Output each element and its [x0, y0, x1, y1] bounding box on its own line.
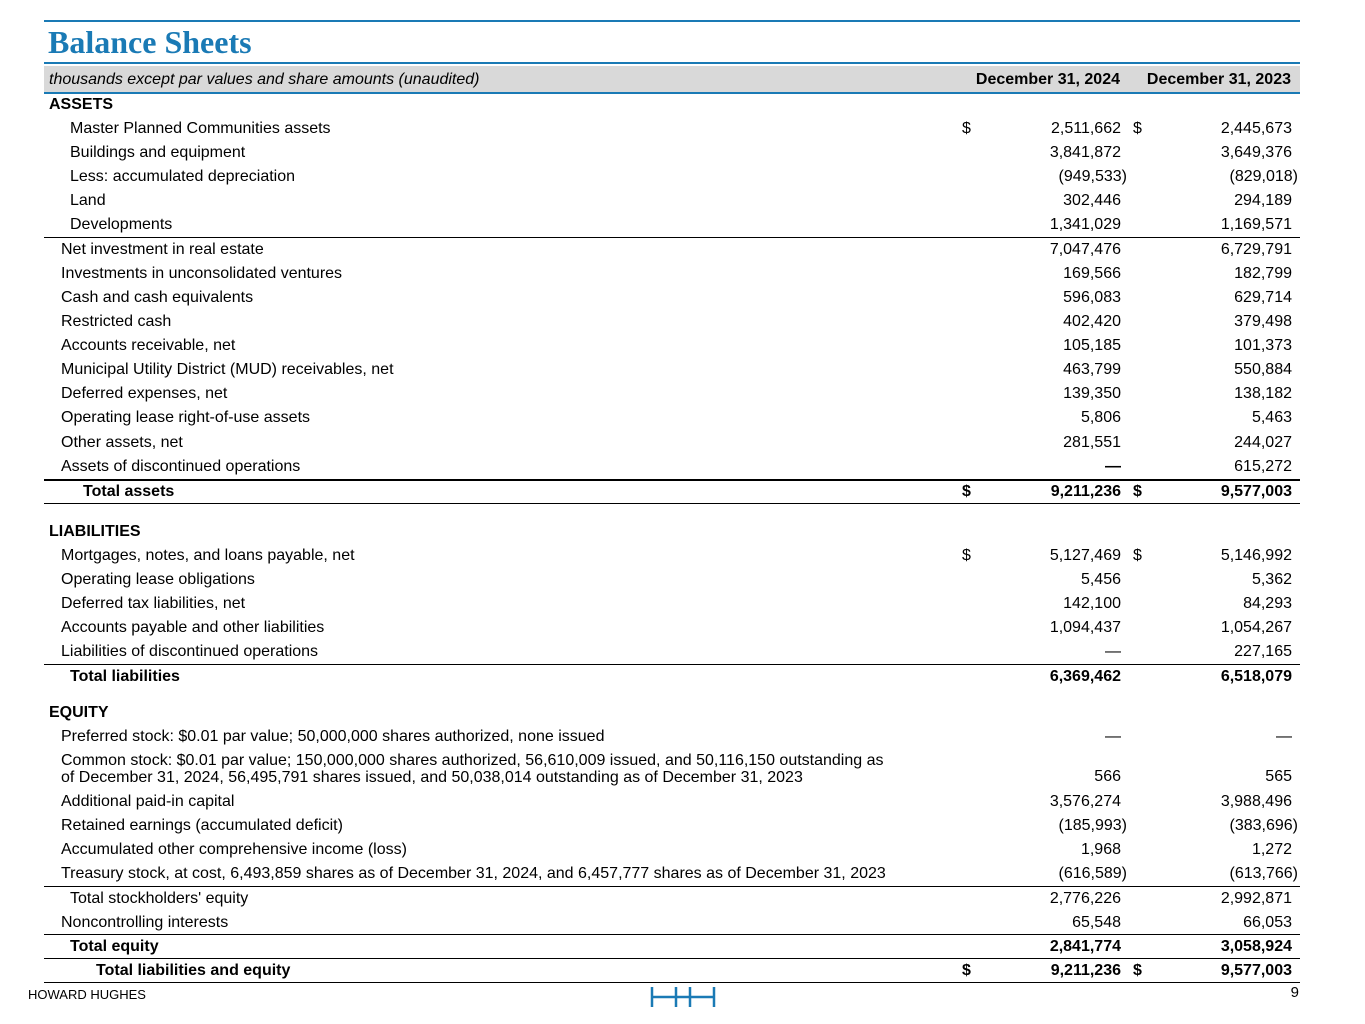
value-2024: 2,511,662 — [1051, 120, 1121, 137]
value-2023: 3,058,924 — [1220, 938, 1292, 955]
value-2023: 6,518,079 — [1220, 668, 1292, 685]
value-2024: — — [1105, 458, 1121, 475]
row-label-line-2: of December 31, 2024, 56,495,791 shares issued, and 50,038,014 outstanding as of December 31, 2023 — [61, 769, 803, 786]
value-2024: 1,341,029 — [1049, 216, 1121, 233]
value-2023: 5,463 — [1251, 409, 1292, 426]
section-heading-assets — [44, 92, 1300, 116]
value-2024: (616,589) — [1058, 865, 1127, 882]
value-2024: 596,083 — [1063, 289, 1121, 306]
value-2024: 9,211,236 — [1050, 962, 1121, 979]
table-row — [44, 724, 1300, 748]
liabilities-heading: LIABILITIES — [49, 523, 141, 540]
value-2023: 6,729,791 — [1220, 241, 1292, 258]
table-row — [44, 357, 1300, 381]
row-label: Less: accumulated depreciation — [70, 168, 296, 185]
row-label: Land — [70, 192, 106, 209]
dollar-sign: $ — [1133, 547, 1142, 564]
value-2023: 84,293 — [1243, 595, 1292, 612]
row-label — [61, 752, 884, 786]
dollar-sign: $ — [962, 483, 971, 500]
value-2024: 142,100 — [1063, 595, 1121, 612]
table-row — [44, 430, 1300, 454]
value-2023: 379,498 — [1234, 313, 1292, 330]
value-2023: 66,053 — [1243, 914, 1292, 931]
total-liabilities-row — [44, 664, 1300, 688]
table-row — [44, 237, 1300, 261]
dollar-sign: $ — [1133, 962, 1142, 979]
row-label: Assets of discontinued operations — [61, 458, 301, 475]
table-row — [44, 543, 1300, 567]
row-label: Cash and cash equivalents — [61, 289, 254, 306]
value-2023: 2,992,871 — [1220, 890, 1292, 907]
row-label: Total stockholders' equity — [70, 890, 249, 907]
value-2023: (383,696) — [1229, 817, 1298, 834]
value-2024: 463,799 — [1063, 361, 1121, 378]
row-label: Accounts payable and other liabilities — [61, 619, 325, 636]
value-2023: 565 — [1265, 768, 1292, 785]
value-2024: 5,127,469 — [1049, 547, 1121, 564]
value-2024: (185,993) — [1058, 817, 1127, 834]
value-2024: 2,841,774 — [1049, 938, 1121, 955]
row-label: Total liabilities — [70, 668, 180, 685]
value-2023: 3,988,496 — [1220, 793, 1292, 810]
table-row — [44, 861, 1300, 885]
row-label: Operating lease right-of-use assets — [61, 409, 311, 426]
value-2023: 9,577,003 — [1220, 483, 1292, 500]
value-2023: (613,766) — [1229, 865, 1298, 882]
total-liabilities-equity-row — [44, 958, 1300, 982]
dollar-sign: $ — [1133, 483, 1142, 500]
value-2024: 5,456 — [1080, 571, 1121, 588]
value-2023: 294,189 — [1234, 192, 1292, 209]
value-2023: 9,577,003 — [1220, 962, 1292, 979]
table-row — [44, 746, 1300, 788]
value-2023: 5,362 — [1251, 571, 1292, 588]
row-label: Operating lease obligations — [61, 571, 255, 588]
row-label: Retained earnings (accumulated deficit) — [61, 817, 343, 834]
row-label: Accumulated other comprehensive income (loss) — [61, 841, 407, 858]
row-label: Liabilities of discontinued operations — [61, 643, 319, 660]
row-label: Investments in unconsolidated ventures — [61, 265, 343, 282]
value-2023: 5,146,992 — [1220, 547, 1292, 564]
table-header-description: thousands except par values and share amounts (unaudited) — [49, 71, 480, 88]
row-label: Developments — [70, 216, 173, 233]
table-row — [44, 285, 1300, 309]
value-2024: 281,551 — [1063, 434, 1121, 451]
value-2024: 105,185 — [1063, 337, 1121, 354]
table-row — [44, 116, 1300, 140]
page-number: 9 — [1290, 984, 1299, 1001]
value-2024: 402,420 — [1063, 313, 1121, 330]
row-label: Preferred stock: $0.01 par value; 50,000,000 shares authorized, none issued — [61, 728, 605, 745]
row-label: Total equity — [70, 938, 159, 955]
row-label: Accounts receivable, net — [61, 337, 236, 354]
row-label: Deferred expenses, net — [61, 385, 228, 402]
value-2024: 1,968 — [1080, 841, 1121, 858]
table-row — [44, 639, 1300, 663]
table-row — [44, 789, 1300, 813]
dollar-sign: $ — [1133, 120, 1142, 137]
table-row — [44, 140, 1300, 164]
value-2024: 9,211,236 — [1050, 483, 1121, 500]
table-row — [44, 591, 1300, 615]
value-2024: 169,566 — [1063, 265, 1121, 282]
dollar-sign: $ — [962, 962, 971, 979]
title-bottom-rule — [44, 62, 1300, 64]
value-2023: 1,054,267 — [1220, 619, 1292, 636]
value-2024: 6,369,462 — [1049, 668, 1121, 685]
dollar-sign: $ — [962, 547, 971, 564]
row-label: Total liabilities and equity — [96, 962, 291, 979]
row-label: Net investment in real estate — [61, 241, 264, 258]
value-2023: 629,714 — [1234, 289, 1292, 306]
value-2024: 139,350 — [1063, 385, 1121, 402]
row-label: Treasury stock, at cost, 6,493,859 shares as of December 31, 2024, and 6,457,777 shares as of December 31, 2023 — [61, 865, 886, 882]
row-label: Noncontrolling interests — [61, 914, 229, 931]
table-row — [44, 309, 1300, 333]
row-label: Deferred tax liabilities, net — [61, 595, 246, 612]
total-rule — [44, 982, 1300, 983]
value-2023: 138,182 — [1234, 385, 1292, 402]
row-label-line-1: Common stock: $0.01 par value; 150,000,000 shares authorized, 56,610,009 issued, and 50,116,150 outstanding as — [61, 752, 884, 769]
row-label: Buildings and equipment — [70, 144, 246, 161]
table-row — [44, 813, 1300, 837]
value-2023: 244,027 — [1234, 434, 1292, 451]
table-row — [44, 567, 1300, 591]
table-row — [44, 212, 1300, 236]
table-row — [44, 405, 1300, 429]
value-2024: 1,094,437 — [1049, 619, 1121, 636]
value-2024: 2,776,226 — [1049, 890, 1121, 907]
value-2023: 3,649,376 — [1220, 144, 1292, 161]
total-equity-row — [44, 934, 1300, 958]
table-row — [44, 261, 1300, 285]
value-2023: 227,165 — [1234, 643, 1292, 660]
row-label: Restricted cash — [61, 313, 172, 330]
value-2024: 7,047,476 — [1049, 241, 1121, 258]
value-2023: 182,799 — [1234, 265, 1292, 282]
table-row — [44, 454, 1300, 478]
footer-company-name: HOWARD HUGHES — [28, 987, 146, 1002]
equity-heading: EQUITY — [49, 704, 109, 721]
value-2023: 1,272 — [1251, 841, 1292, 858]
table-row — [44, 188, 1300, 212]
hh-logo-icon — [650, 986, 716, 1013]
table-row — [44, 615, 1300, 639]
value-2023: 1,169,571 — [1220, 216, 1292, 233]
table-row — [44, 333, 1300, 357]
dollar-sign: $ — [962, 120, 971, 137]
row-label: Municipal Utility District (MUD) receivables, net — [61, 361, 394, 378]
value-2024: 3,576,274 — [1049, 793, 1121, 810]
value-2023: — — [1276, 728, 1292, 745]
value-2024: 3,841,872 — [1049, 144, 1121, 161]
value-2024: 566 — [1094, 768, 1121, 785]
section-heading-liabilities — [44, 519, 1300, 543]
row-label: Master Planned Communities assets — [70, 120, 331, 137]
row-label: Additional paid-in capital — [61, 793, 235, 810]
row-label: Other assets, net — [61, 434, 183, 451]
row-label: Mortgages, notes, and loans payable, net — [61, 547, 355, 564]
page-title: Balance Sheets — [48, 24, 252, 60]
value-2024: 302,446 — [1063, 192, 1121, 209]
section-heading-equity — [44, 700, 1300, 724]
total-assets-row — [44, 479, 1300, 503]
assets-heading: ASSETS — [49, 96, 114, 113]
value-2024: — — [1105, 643, 1121, 660]
table-row — [44, 381, 1300, 405]
column-header-2023: December 31, 2023 — [1146, 71, 1291, 88]
column-header-2024: December 31, 2024 — [975, 71, 1120, 88]
value-2023: 2,445,673 — [1220, 120, 1292, 137]
table-row — [44, 837, 1300, 861]
value-2023: 550,884 — [1234, 361, 1292, 378]
value-2023: 101,373 — [1234, 337, 1292, 354]
value-2024: — — [1105, 728, 1121, 745]
value-2023: 615,272 — [1234, 458, 1292, 475]
row-label: Total assets — [83, 483, 175, 500]
value-2024: 65,548 — [1072, 914, 1121, 931]
value-2023: (829,018) — [1229, 168, 1298, 185]
value-2024: 5,806 — [1080, 409, 1121, 426]
table-header — [44, 66, 1300, 94]
table-row — [44, 164, 1300, 188]
total-rule — [44, 503, 1300, 504]
table-row — [44, 910, 1300, 934]
table-row — [44, 886, 1300, 910]
value-2024: (949,533) — [1058, 168, 1127, 185]
